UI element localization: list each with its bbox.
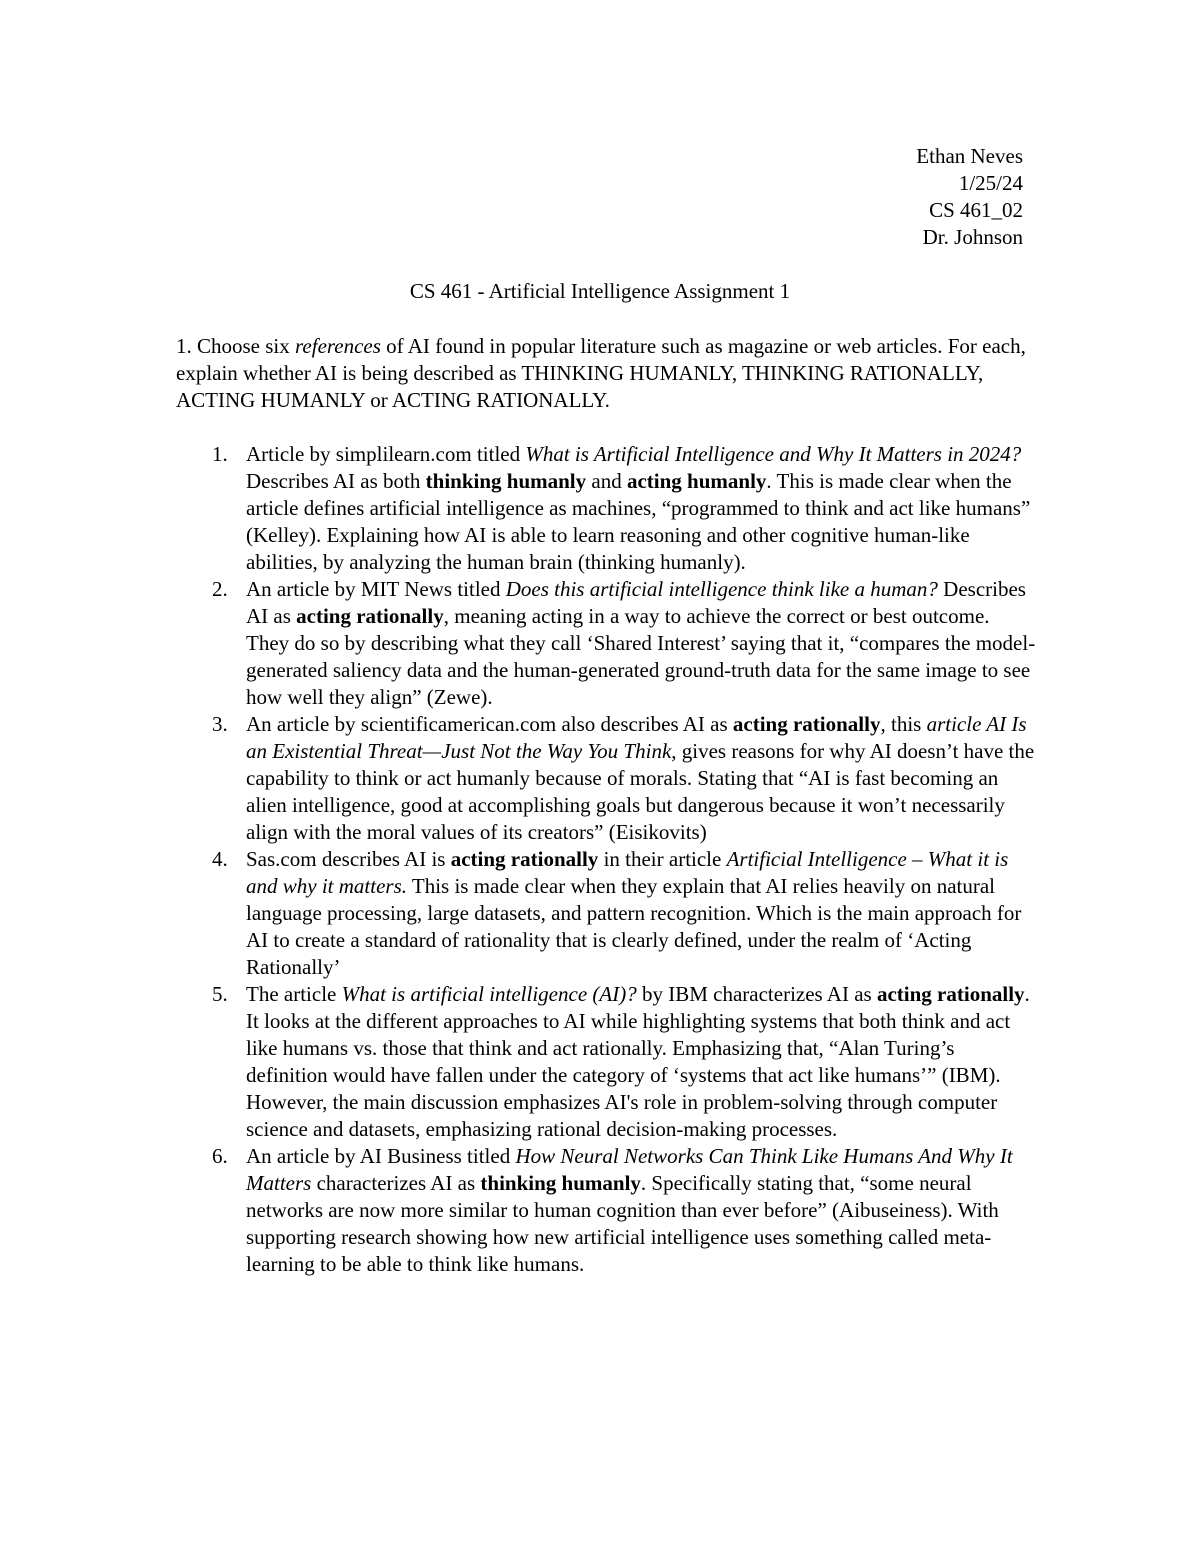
answer-text bbox=[246, 846, 1036, 981]
category-label: acting rationally bbox=[876, 982, 1025, 1006]
answer-segment: An article by AI Business titled bbox=[246, 1144, 516, 1168]
category-label: thinking humanly bbox=[425, 469, 587, 493]
course-section: CS 461_02 bbox=[929, 198, 1023, 222]
answer-text bbox=[246, 1143, 1036, 1278]
answer-segment: This is made clear when they explain that AI relies heavily on natural language processing, large datasets, and pattern recognition. Which is the main approach for AI to create a standard of rationality that is clearly defined, under the realm of ‘Acting Rationally’ bbox=[246, 874, 1022, 979]
answer-segment: Sas.com describes AI is bbox=[246, 847, 451, 871]
answer-item bbox=[176, 441, 1036, 576]
answer-number: 4. bbox=[212, 847, 228, 871]
category-label: acting rationally bbox=[296, 604, 444, 628]
assignment-prompt bbox=[176, 333, 1036, 414]
answer-text bbox=[246, 711, 1036, 846]
document-title: CS 461 - Artificial Intelligence Assignment 1 bbox=[409, 279, 791, 303]
answer-number: 3. bbox=[212, 712, 228, 736]
answer-segment: Article by simplilearn.com titled bbox=[246, 442, 526, 466]
category-label: acting rationally bbox=[450, 847, 599, 871]
answer-text bbox=[246, 576, 1036, 711]
answer-segment: , this bbox=[880, 712, 927, 736]
author-header bbox=[916, 143, 1023, 251]
answer-segment: . This is made clear when the article defines artificial intelligence as machines, “programmed to think and act like humans” (Kelley). Explaining how AI is able to learn reasoning and other cognitive human-like abilities, by analyzing the human brain (thinking humanly). bbox=[246, 469, 1031, 574]
answer-segment: by IBM characterizes AI as bbox=[636, 982, 877, 1006]
category-label: acting humanly bbox=[626, 469, 767, 493]
article-title: What is Artificial Intelligence and Why It Matters in 2024? bbox=[525, 442, 1022, 466]
answer-segment: characterizes AI as bbox=[311, 1171, 481, 1195]
category-label: acting rationally bbox=[732, 712, 881, 736]
prompt-text-end: of AI found in popular literature such as magazine or web articles. For each, explain whether AI is being described as THINKING HUMANLY, THINKING RATIONALLY, ACTING HUMANLY or ACTING RATIONALLY. bbox=[176, 334, 1026, 412]
article-title: article AI Is an Existential Threat—Just Not the Way You Think bbox=[246, 712, 1027, 763]
answer-item bbox=[176, 1143, 1036, 1278]
answer-item bbox=[176, 981, 1036, 1143]
author-name: Ethan Neves bbox=[916, 144, 1023, 168]
answer-number: 2. bbox=[212, 577, 228, 601]
instructor-name: Dr. Johnson bbox=[922, 225, 1023, 249]
answer-text bbox=[246, 441, 1036, 576]
answer-segment: The article bbox=[246, 982, 342, 1006]
answer-item bbox=[176, 711, 1036, 846]
answer-segment: Describes AI as both bbox=[246, 469, 426, 493]
article-title: Artificial Intelligence – What it is and why it matters. bbox=[246, 847, 1009, 898]
category-label: thinking humanly bbox=[480, 1171, 641, 1195]
answer-segment: An article by MIT News titled bbox=[246, 577, 506, 601]
answer-item bbox=[176, 576, 1036, 711]
submission-date: 1/25/24 bbox=[958, 171, 1023, 195]
answer-segment: and bbox=[586, 469, 627, 493]
answer-segment: , gives reasons for why AI doesn’t have the capability to think or act humanly because of morals. Stating that “AI is fast becoming an alien intelligence, good at accomplishing goals but dangerous because it won’t necessarily align with the moral values of its creators” (Eisikovits) bbox=[246, 739, 1035, 844]
article-title: Does this artificial intelligence think like a human? bbox=[505, 577, 938, 601]
answer-text bbox=[246, 981, 1036, 1143]
answer-segment: , meaning acting in a way to achieve the correct or best outcome. They do so by describing what they call ‘Shared Interest’ saying that it, “compares the model-generated saliency data and the human-generated ground-truth data for the same image to see how well they align” (Zewe). bbox=[246, 604, 1036, 709]
answer-segment: in their article bbox=[598, 847, 727, 871]
answer-item bbox=[176, 846, 1036, 981]
answer-segment: An article by scientificamerican.com also describes AI as bbox=[246, 712, 733, 736]
answer-segment: . Specifically stating that, “some neural networks are now more similar to human cognition than ever before” (Aibuseiness). With supporting research showing how new artificial intelligence uses something called meta-learning to be able to think like humans. bbox=[246, 1171, 999, 1276]
prompt-text-start: 1. Choose six bbox=[176, 334, 296, 358]
prompt-emphasis: references bbox=[295, 334, 381, 358]
answer-list bbox=[176, 441, 1036, 1278]
answer-number: 1. bbox=[212, 442, 228, 466]
article-title: How Neural Networks Can Think Like Humans And Why It Matters bbox=[246, 1144, 1013, 1195]
answer-number: 6. bbox=[212, 1144, 228, 1168]
article-title: What is artificial intelligence (AI)? bbox=[341, 982, 637, 1006]
answer-number: 5. bbox=[212, 982, 228, 1006]
answer-segment: Describes AI as bbox=[246, 577, 1026, 628]
answer-segment: . It looks at the different approaches to AI while highlighting systems that both think and act like humans vs. those that think and act rationally. Emphasizing that, “Alan Turing’s definition would have fallen under the category of ‘systems that act like humans’” (IBM). However, the main discussion emphasizes AI's role in problem-solving through computer science and datasets, emphasizing rational decision-making processes. bbox=[246, 982, 1030, 1141]
